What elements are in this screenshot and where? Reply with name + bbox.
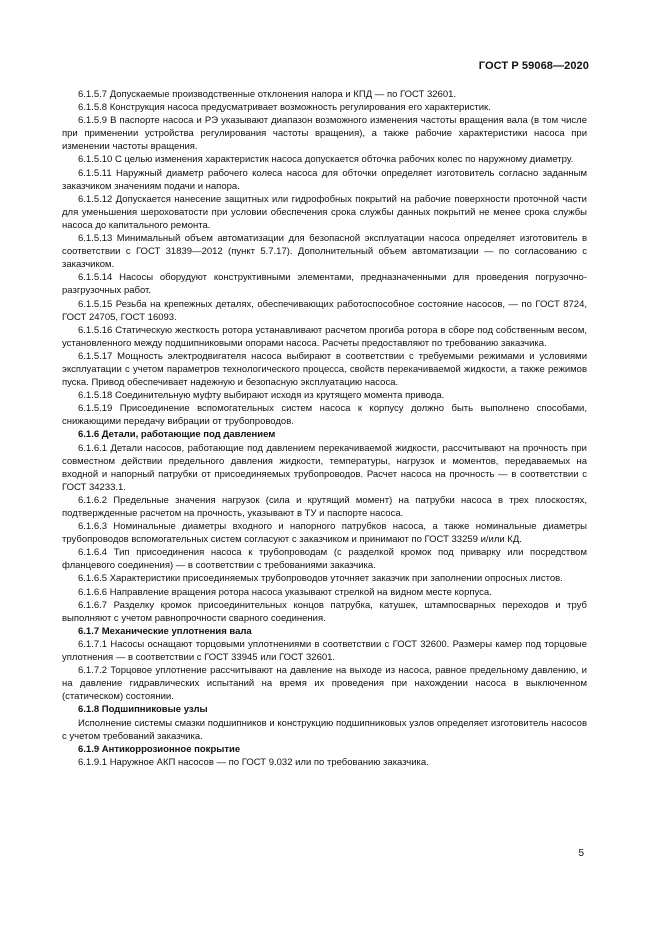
paragraph-6-1-5-15: 6.1.5.15 Резьба на крепежных деталях, обеспечивающих работоспособное состояние насосов, — по ГОСТ 8724, ГОСТ 24705, ГОСТ 16093. [62,298,587,323]
document-code-header: ГОСТ Р 59068—2020 [478,60,589,72]
paragraph-6-1-6-3: 6.1.6.3 Номинальные диаметры входного и напорного патрубков насоса, а также номинальные диаметры трубопроводов вспомогательных систем согласуют с заказчиком и принимают по ГОСТ 33259 и/или КД. [62,521,587,546]
paragraph-6-1-5-12: 6.1.5.12 Допускается нанесение защитных или гидрофобных покрытий на рабочие поверхности проточной части для уменьшения шероховатости при условии обеспечения срока службы данных покрытий не менее срока службы насоса до капитального ремонта. [62,193,587,231]
paragraph-6-1-8-text: Исполнение системы смазки подшипников и конструкцию подшипниковых узлов определяет изготовитель насосов с учетом требований заказчика. [62,717,587,742]
paragraph-6-1-5-16: 6.1.5.16 Статическую жесткость ротора устанавливают расчетом прогиба ротора в сборе под собственным весом, установленного между подшипниковыми опорами насоса. Расчеты предоставляют по требованию заказчика. [62,324,587,349]
paragraph-6-1-6-7: 6.1.6.7 Разделку кромок присоединительных концов патрубка, катушек, штампосварных переходов и труб выполняют с учетом равнопрочности сварного соединения. [62,599,587,624]
paragraph-6-1-5-19: 6.1.5.19 Присоединение вспомогательных систем насоса к корпусу должно быть выполнено способами, снижающими передачу вибрации от трубопроводов. [62,403,587,428]
section-heading-6-1-8: 6.1.8 Подшипниковые узлы [78,704,208,716]
section-heading-6-1-7: 6.1.7 Механические уплотнения вала [78,625,252,637]
paragraph-6-1-5-11: 6.1.5.11 Наружный диаметр рабочего колеса насоса для обточки определяет изготовитель согласно заданным заказчиком значениям подачи и напора. [62,167,587,192]
page-number: 5 [578,848,584,859]
paragraph-6-1-6-2: 6.1.6.2 Предельные значения нагрузок (сила и крутящий момент) на патрубки насоса в трех плоскостях, подтвержденные расчетом на прочность, указывают в ТУ и паспорте насоса. [62,494,587,519]
paragraph-6-1-6-5: 6.1.6.5 Характеристики присоединяемых трубопроводов уточняет заказчик при заполнении опросных листов. [78,573,563,585]
paragraph-6-1-7-1: 6.1.7.1 Насосы оснащают торцовыми уплотнениями в соответствии с ГОСТ 32600. Размеры камер под торцовые уплотнения — в соответствии с ГОСТ 33945 или ГОСТ 32601. [62,638,587,664]
section-heading-6-1-6: 6.1.6 Детали, работающие под давлением [78,429,276,441]
paragraph-6-1-6-4: 6.1.6.4 Тип присоединения насоса к трубопроводам (с разделкой кромок под приварку или посредством фланцевого соединения) — в соответствии с требованиями заказчика. [62,547,587,572]
paragraph-6-1-5-10: 6.1.5.10 С целью изменения характеристик насоса допускается обточка рабочих колес по наружному диаметру. [78,154,574,166]
section-heading-6-1-9: 6.1.9 Антикоррозионное покрытие [78,743,241,755]
paragraph-6-1-5-7: 6.1.5.7 Допускаемые производственные отклонения напора и КПД — по ГОСТ 32601. [78,89,457,100]
document-body [62,88,587,769]
paragraph-6-1-5-9: 6.1.5.9 В паспорте насоса и РЭ указывают диапазон возможного изменения частоты вращения вала (в том числе при применении устройства регулирования частоты вращения), а также рабочие характеристики насоса при изменении частоты вращения. [62,115,587,153]
paragraph-6-1-6-1: 6.1.6.1 Детали насосов, работающие под давлением перекачиваемой жидкости, рассчитывают на прочность при совместном действии предельного давления жидкости, температуры, нагрузок и моментов, передаваемых на входной и напорный патрубки от присоединяемых трубопроводов. Расчет насоса на прочность — в соответствии с ГОСТ 34233.1. [62,442,587,493]
paragraph-6-1-7-2: 6.1.7.2 Торцовое уплотнение рассчитывают на давление на выходе из насоса, равное предельному давлению, и на давление гидравлических испытаний на время их проведения при нахождении насоса в выключенном (статическом) состоянии. [62,665,587,703]
paragraph-6-1-5-14: 6.1.5.14 Насосы оборудуют конструктивными элементами, предназначенными для проведения погрузочно-разгрузочных работ. [62,272,587,297]
paragraph-6-1-5-18: 6.1.5.18 Соединительную муфту выбирают исходя из крутящего момента привода. [78,390,445,402]
paragraph-6-1-6-6: 6.1.6.6 Направление вращения ротора насоса указывают стрелкой на видном месте корпуса. [78,586,492,598]
paragraph-6-1-5-13: 6.1.5.13 Минимальный объем автоматизации для безопасной эксплуатации насоса определяет изготовитель в соответствии с ГОСТ 31839—2012 (пункт 5.7.17). Дополнительный объем автоматизации — по согласованию с заказчиком. [62,233,587,271]
paragraph-6-1-5-17: 6.1.5.17 Мощность электродвигателя насоса выбирают в соответствии с требуемыми режимами и условиями эксплуатации с учетом параметров технологического процесса, свойств перекачиваемой жидкости, а также режимов пуска. Привод обеспечивает надежную и безопасную эксплуатацию насоса. [62,350,587,389]
paragraph-6-1-5-8: 6.1.5.8 Конструкция насоса предусматривает возможность регулирования его характеристик. [78,102,491,114]
paragraph-6-1-9-1: 6.1.9.1 Наружное АКП насосов — по ГОСТ 9.032 или по требованию заказчика. [78,756,429,768]
